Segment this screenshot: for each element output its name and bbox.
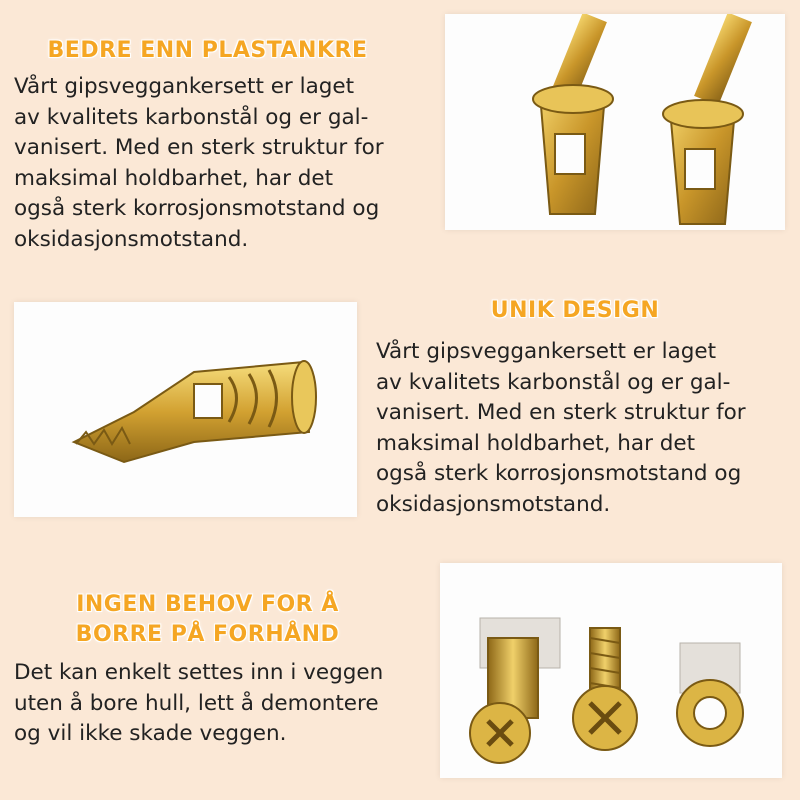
anchor-parts-photo <box>440 563 782 778</box>
section-3-heading-line1: INGEN BEHOV FOR Å <box>76 592 339 617</box>
section-1-body: Vårt gipsveggankersett er laget av kvalitets karbonstål og er gal- vanisert. Med en sterk struktur for maksimal holdbarhet, har det også sterk korrosjonsmotstand og oksidasjonsmotstand. <box>14 74 384 252</box>
anchor-right <box>663 14 752 224</box>
section-3-heading-line2: BORRE PÅ FORHÅND <box>75 621 340 647</box>
anchor-left <box>533 14 613 214</box>
anchor-ring <box>677 643 743 746</box>
anchor-with-sleeve <box>470 618 560 763</box>
screw <box>573 628 637 750</box>
section-2-heading: UNIK DESIGN <box>490 298 660 323</box>
two-anchors-photo <box>445 14 785 230</box>
section-3-heading <box>40 590 375 649</box>
side-anchor-photo <box>14 302 357 517</box>
section-3-body: Det kan enkelt settes inn i veggen uten å bore hull, lett å demontere og vil ikke skade veggen. <box>14 660 384 746</box>
section-2-body: Vårt gipsveggankersett er laget av kvalitets karbonstål og er gal- vanisert. Med en sterk struktur for maksimal holdbarhet, har det også sterk korrosjonsmotstand og oksidasjonsmotstand. <box>376 339 746 517</box>
anchor-side-view <box>74 361 316 462</box>
section-1-heading: BEDRE ENN PLASTANKRE <box>47 38 368 63</box>
